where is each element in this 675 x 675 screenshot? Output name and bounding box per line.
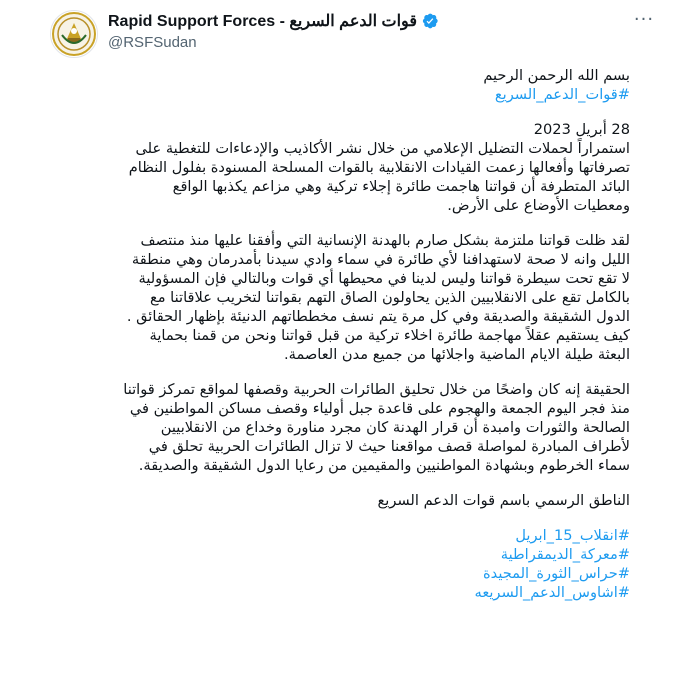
hashtag-link[interactable]: #معركة_الديمقراطية	[500, 546, 630, 563]
avatar[interactable]	[50, 10, 98, 58]
hashtag-link[interactable]: #قوات_الدعم_السريع	[494, 86, 630, 103]
handle[interactable]: @RSFSudan	[108, 34, 197, 51]
signature: الناطق الرسمي باسم قوات الدعم السريع	[377, 492, 630, 509]
more-options-icon[interactable]: ···	[633, 9, 655, 30]
display-name[interactable]: Rapid Support Forces - قوات الدعم السريع	[108, 13, 417, 30]
basmala: بسم الله الرحمن الرحيم	[483, 67, 630, 84]
paragraph-1: استمراراً لحملات التضليل الإعلامي من خلال نشر الأكاذيب والإدعاءات للتغطية على تصرفاتها وأفعالها زعمت القيادات الانقلابية بالقوات المسلحة المسنودة بفلول النظام البائد المتطرفة أن قواتنا هاجمت طائرة إجلاء تركية وهي مزاعم يكذبها الواقع ومعطيات الأوضاع على الأرض.	[128, 140, 630, 214]
hashtag-link[interactable]: #اشاوس_الدعم_السريعه	[474, 584, 630, 601]
post-date-text: 28 أبريل 2023	[533, 121, 630, 138]
post-body	[38, 66, 630, 602]
hashtag-link[interactable]: #حراس_الثورة_المجيدة	[483, 565, 630, 582]
rsf-emblem-icon	[51, 11, 97, 57]
paragraph-3: الحقيقة إنه كان واضحًا من خلال تحليق الطائرات الحربية وقصفها لمواقع تمركز قواتنا منذ فجر اليوم الجمعة والهجوم على قاعدة جبل أولياء وقصف مساكن المواطنين في الصالحة والثورات وامبدة أن قرار الهدنة كان مجرد مناورة وخداع من الانقلابيين لأطراف المبادرة لمواصلة قصف مواقعنا حيث لا تزال الطائرات الحربية تحلق في سماء الخرطوم وبشهادة المواطنيين والمقيمين من رعايا الدول الشقيقة والصديقة.	[123, 381, 630, 474]
post-header	[108, 10, 578, 51]
hashtag-link[interactable]: #انقلاب_15_ابريل	[515, 527, 630, 544]
verified-badge-icon	[421, 12, 439, 30]
paragraph-2: لقد ظلت قواتنا ملتزمة بشكل صارم بالهدنة الإنسانية التي وأفقنا عليها منذ منتصف الليل وانه لا صحة لاستهدافنا لأي طائرة في سماء وادي سيدنا بأمدرمان وهي منطقة لا تقع تحت سيطرة قواتنا وليس لدينا في محيطها أي قوات وبالتالي فإن المسؤولية بالكامل تقع على الانقلابيين الذين يحاولون الصاق التهم بقواتنا لتخريب علاقاتنا مع الدول الشقيقة والصديقة وفي كل مرة يتم نسف مخططاتهم الدنيئة بإظهار الحقائق . كيف يستقيم عقلاً مهاجمة طائرة اخلاء تركية من قبل قواتنا ونحن من قمنا بحماية البعثة طيلة الايام الماضية واجلائها من جميع مدن العاصمة.	[126, 232, 630, 363]
